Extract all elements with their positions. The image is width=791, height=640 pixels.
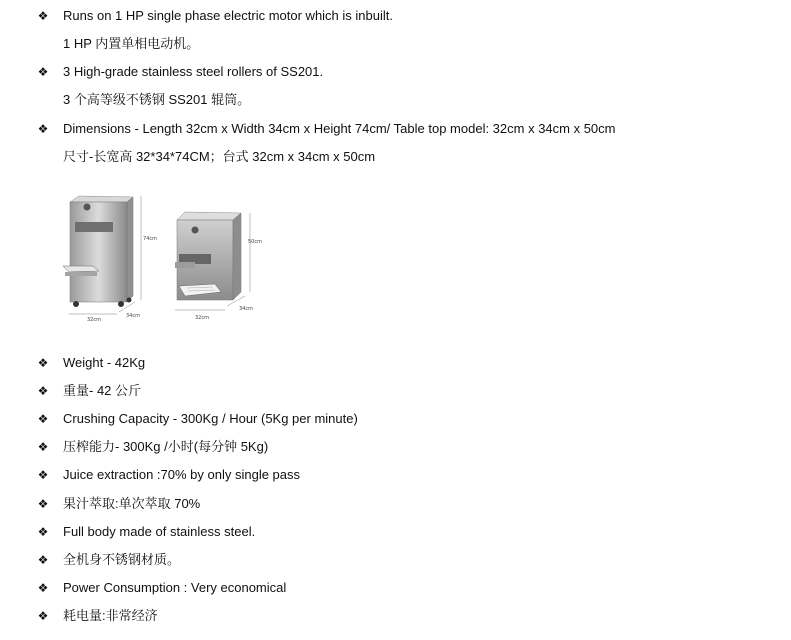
diamond-bullet-icon: ❖ bbox=[37, 525, 49, 539]
spec-text: 耗电量:非常经济 bbox=[63, 608, 158, 623]
spec-item bbox=[0, 437, 791, 457]
diamond-bullet-icon: ❖ bbox=[37, 65, 49, 79]
diamond-bullet-icon: ❖ bbox=[37, 384, 49, 398]
spec-text: Power Consumption : Very economical bbox=[63, 580, 287, 595]
table-height-label: 50cm bbox=[248, 239, 262, 245]
spec-item bbox=[0, 353, 791, 373]
diamond-bullet-icon: ❖ bbox=[37, 412, 49, 426]
diamond-bullet-icon: ❖ bbox=[37, 497, 49, 511]
diamond-bullet-icon: ❖ bbox=[37, 468, 49, 482]
table-top-model-machine bbox=[175, 212, 262, 321]
feature-text-en: Dimensions - Length 32cm x Width 34cm x Height 74cm/ Table top model: 32cm x 34cm x 50cm bbox=[63, 121, 616, 136]
product-dimensions-figure bbox=[55, 188, 270, 328]
diamond-bullet-icon: ❖ bbox=[37, 9, 49, 23]
juicer-machines-illustration bbox=[55, 188, 270, 328]
spec-text: 重量- 42 公斤 bbox=[63, 383, 142, 398]
floor-width-label: 34cm bbox=[126, 313, 140, 319]
spec-item bbox=[0, 606, 791, 626]
spec-item bbox=[0, 381, 791, 401]
diamond-bullet-icon: ❖ bbox=[37, 609, 49, 623]
diamond-bullet-icon: ❖ bbox=[37, 356, 49, 370]
spec-text: Crushing Capacity - 300Kg / Hour (5Kg per minute) bbox=[63, 411, 358, 426]
spec-item bbox=[0, 465, 791, 485]
feature-text-cn: 3 个高等级不锈钢 SS201 辊筒。 bbox=[63, 92, 251, 107]
floor-length-label: 32cm bbox=[87, 317, 101, 323]
feature-text-en: 3 High-grade stainless steel rollers of SS201. bbox=[63, 64, 324, 79]
spec-text: 全机身不锈钢材质。 bbox=[63, 552, 181, 567]
spec-text: Full body made of stainless steel. bbox=[63, 524, 256, 539]
feature-item bbox=[0, 62, 791, 82]
spec-item bbox=[0, 578, 791, 598]
feature-text-cn: 尺寸-长宽高 32*34*74CM；台式 32cm x 34cm x 50cm bbox=[63, 149, 376, 164]
spec-text: Weight - 42Kg bbox=[63, 355, 146, 370]
table-length-label: 32cm bbox=[195, 315, 209, 321]
floor-model-machine bbox=[63, 196, 157, 323]
feature-text-cn: 1 HP 内置单相电动机。 bbox=[63, 36, 200, 51]
spec-item bbox=[0, 550, 791, 570]
feature-subline bbox=[0, 90, 791, 110]
spec-text: 压榨能力- 300Kg /小时(每分钟 5Kg) bbox=[63, 439, 269, 454]
spec-item bbox=[0, 409, 791, 429]
spec-item bbox=[0, 494, 791, 514]
feature-item bbox=[0, 119, 791, 139]
feature-subline bbox=[0, 34, 791, 54]
table-width-label: 34cm bbox=[239, 306, 253, 312]
spec-item bbox=[0, 522, 791, 542]
floor-height-label: 74cm bbox=[143, 236, 157, 242]
spec-text: 果汁萃取:单次萃取 70% bbox=[63, 496, 201, 511]
diamond-bullet-icon: ❖ bbox=[37, 440, 49, 454]
diamond-bullet-icon: ❖ bbox=[37, 122, 49, 136]
spec-text: Juice extraction :70% by only single pass bbox=[63, 467, 301, 482]
diamond-bullet-icon: ❖ bbox=[37, 581, 49, 595]
diamond-bullet-icon: ❖ bbox=[37, 553, 49, 567]
feature-subline bbox=[0, 147, 791, 167]
feature-text-en: Runs on 1 HP single phase electric motor which is inbuilt. bbox=[63, 8, 393, 23]
feature-item bbox=[0, 6, 791, 26]
